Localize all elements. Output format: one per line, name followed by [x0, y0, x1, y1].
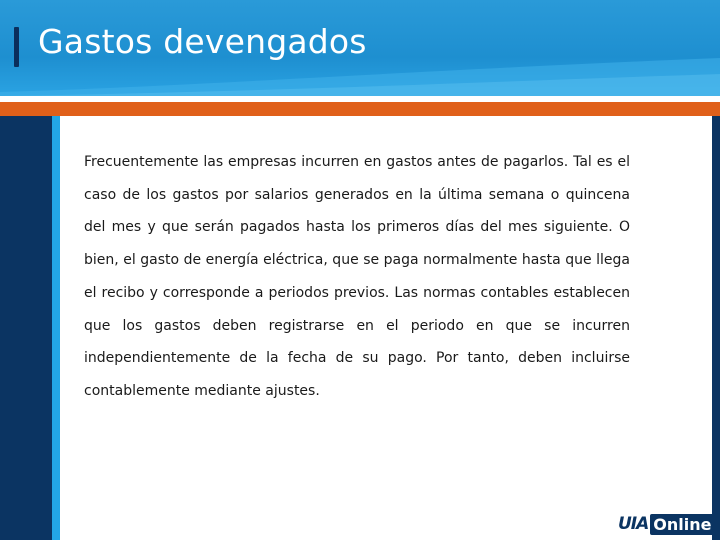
logo-brand: UIA: [618, 514, 649, 534]
slide-body-text: Frecuentemente las empresas incurren en gastos antes de pagarlos. Tal es el caso de los gastos por salarios generados en la última semana o quincena del mes y que serán pagados hasta los primeros días del mes siguiente. O bien, el gasto de energía eléctrica, que se paga normalmente hasta que llega el recibo y corresponde a periodos previos. Las normas contables establecen que los gastos deben registrarse en el periodo en que se incurren independientemente de la fecha de su pago. Por tanto, deben incluirse contablemente mediante ajustes.: [84, 154, 630, 399]
right-navy-rail: [712, 116, 720, 540]
logo-suffix: Online: [650, 514, 714, 535]
orange-divider: [0, 102, 720, 116]
slide-title: Gastos devengados: [38, 22, 367, 61]
title-accent-bar: [14, 27, 19, 67]
left-navy-rail: [0, 116, 52, 540]
uia-online-logo: [616, 510, 714, 538]
left-cyan-rail: [52, 116, 60, 540]
slide-header: [0, 0, 720, 96]
